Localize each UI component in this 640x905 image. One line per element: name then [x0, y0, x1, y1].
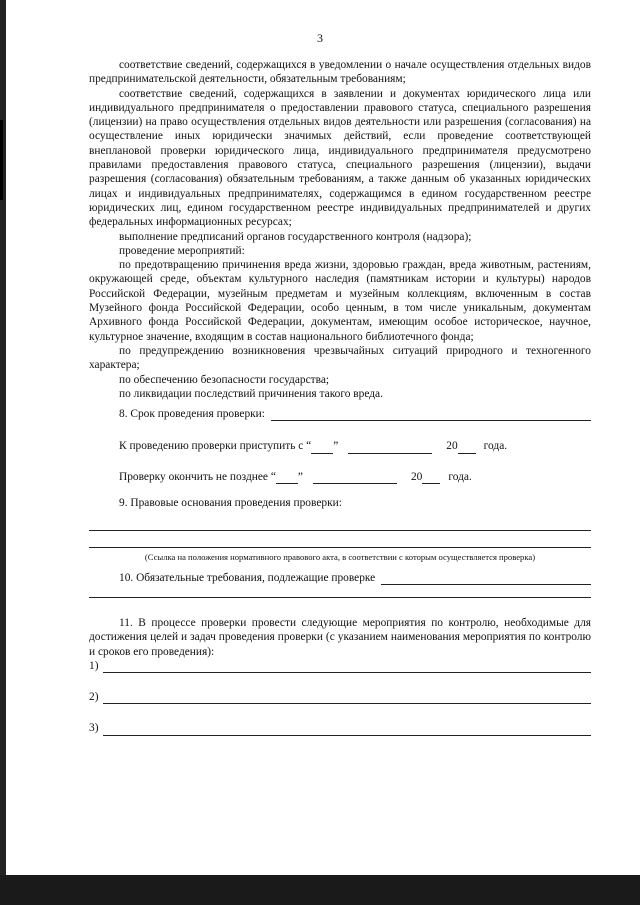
- page-number: 3: [317, 31, 323, 45]
- section-10-label: 10. Обязательные требования, подлежащие проверке: [119, 571, 376, 584]
- activity-field-3[interactable]: [103, 723, 591, 736]
- end-year-field[interactable]: [422, 471, 440, 484]
- start-day-field[interactable]: [311, 441, 333, 454]
- end-date-suffix: года.: [448, 470, 472, 483]
- section-10-row: [89, 571, 591, 585]
- end-date-prefix: Проверку окончить не позднее “: [119, 470, 276, 483]
- scan-border-bottom: [0, 875, 640, 905]
- start-date-suffix: года.: [483, 440, 508, 453]
- item-orders-execution: выполнение предписаний органов государственного контроля (надзора);: [119, 230, 472, 243]
- activity-number-3: 3): [89, 722, 99, 735]
- item-harm-liquidation: по ликвидации последствий причинения такого вреда.: [119, 387, 383, 400]
- end-year-prefix: 20: [410, 470, 423, 483]
- document-body: [89, 58, 591, 736]
- end-day-field[interactable]: [276, 471, 298, 484]
- section-9-line-1[interactable]: [89, 530, 591, 531]
- activity-field-2[interactable]: [103, 691, 591, 704]
- start-date-prefix: К проведению проверки приступить с “: [119, 440, 312, 453]
- end-date-row: [89, 470, 591, 484]
- item-harm-prevention: по предотвращению причинения вреда жизни, здоровью граждан, вреда животным, растениям, окружающей среде, объектам культурного наследия (памятникам истории и культуры) народов Российской Федерации, музейным предметам и музейным коллекциям, включенным в состав Музейного фонда Российской Федерации, особо ценным, в том числе уникальным, документам Архивного фонда Российской Федерации, документам, имеющим особое историческое, научное, культурное значение, входящим в состав национального библиотечного фонда;: [89, 259, 591, 343]
- section-10-field[interactable]: [381, 572, 591, 585]
- section-9-caption: (Ссылка на положения нормативного правового акта, в соответствии с которым осуществляется проверка): [144, 552, 536, 563]
- item-application-compliance: соответствие сведений, содержащихся в заявлении и документах юридического лица или индивидуального предпринимателя о предоставлении правового статуса, специального разрешения (лицензии) на право осуществления отдельных видов деятельности или разрешения (согласования) на осуществление иных юридически значимых действий, если проведение соответствующей внеплановой проверки юридического лица, индивидуального предпринимателя предусмотрено правилами предоставления правового статуса, специального разрешения (лицензии), выдачи разрешения (согласования) обязательным требованиям, а также данным об указанных юридических лицах и индивидуальных предпринимателях, содержащимся в едином государственном реестре юридических лиц, едином государственном реестре индивидуальных предпринимателей и других федеральных информационных ресурсах;: [89, 87, 591, 229]
- activity-row-2: [89, 690, 591, 704]
- start-year-prefix: 20: [446, 440, 458, 453]
- activity-number-1: 1): [89, 659, 99, 672]
- section-11-text: 11. В процессе проверки провести следующие мероприятия по контролю, необходимые для достижения целей и задач проведения проверки (с указанием наименования мероприятия по контролю и сроков его проведения):: [89, 616, 591, 658]
- end-date-quote: ”: [297, 470, 303, 483]
- activity-number-2: 2): [89, 691, 99, 704]
- activity-field-1[interactable]: [103, 660, 591, 673]
- scan-mark: [0, 120, 3, 200]
- activity-row-3: [89, 721, 591, 735]
- section-8-row: [89, 407, 591, 421]
- section-10-line-2[interactable]: [89, 597, 591, 598]
- section-8-label: 8. Срок проведения проверки:: [119, 408, 265, 421]
- item-measures: проведение мероприятий:: [119, 244, 245, 257]
- end-month-field[interactable]: [313, 471, 397, 484]
- start-year-field[interactable]: [458, 441, 476, 454]
- section-9-line-2[interactable]: [89, 547, 591, 548]
- activity-row-1: [89, 659, 591, 673]
- item-state-security: по обеспечению безопасности государства;: [119, 373, 330, 386]
- start-date-quote: ”: [333, 440, 339, 453]
- item-notice-compliance: соответствие сведений, содержащихся в уведомлении о начале осуществления отдельных видов предпринимательской деятельности, обязательным требованиям;: [89, 59, 591, 86]
- section-9-label: 9. Правовые основания проведения проверки:: [119, 497, 342, 510]
- item-emergency-prevention: по предупреждению возникновения чрезвычайных ситуаций природного и техногенного характера;: [89, 344, 591, 372]
- section-8-field[interactable]: [271, 408, 591, 421]
- start-date-row: [89, 439, 591, 453]
- start-month-field[interactable]: [348, 441, 432, 454]
